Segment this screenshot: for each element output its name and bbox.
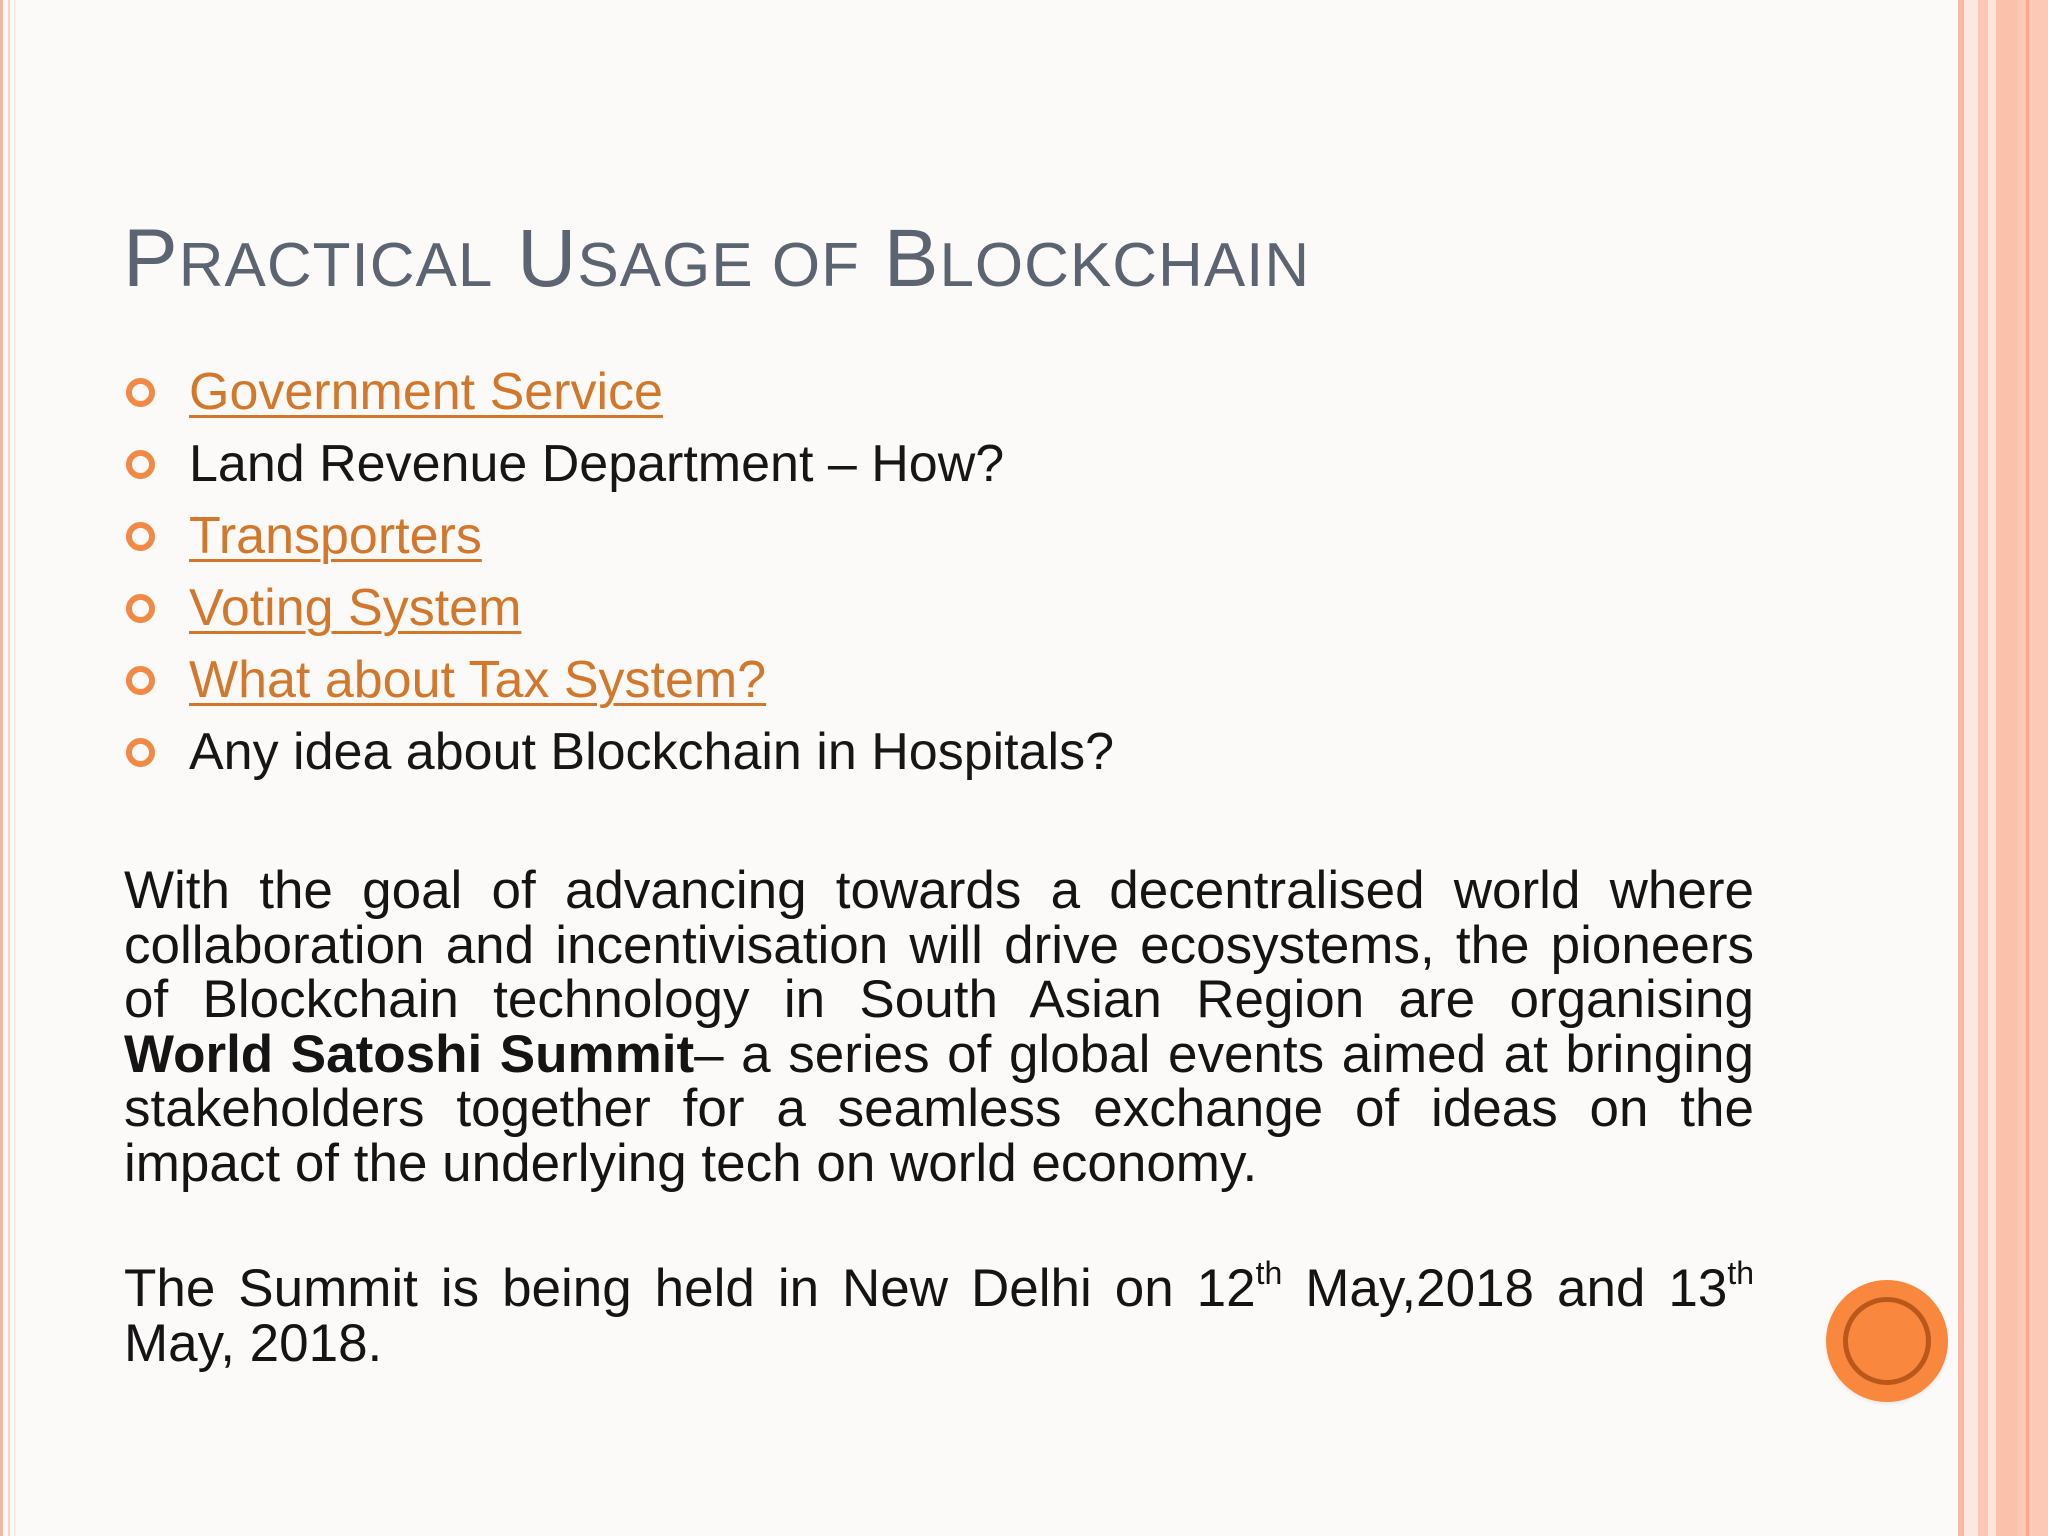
bullet-text: Land Revenue Department – How? [189, 435, 1005, 493]
circle-bullet-icon [126, 378, 155, 407]
link-tax-system[interactable]: What about Tax System? [189, 651, 767, 709]
right-band-stripe [1996, 0, 2018, 1536]
ordinal-suffix: th [1255, 1255, 1283, 1291]
circle-nav-button[interactable] [1826, 1280, 1948, 1402]
circle-bullet-icon [126, 666, 155, 695]
circle-bullet-icon [126, 738, 155, 767]
title-word: RACTICAL [178, 231, 494, 300]
link-transporters[interactable]: Transporters [189, 507, 482, 565]
ring-icon [1843, 1297, 1931, 1385]
paragraph-text: With the goal of advancing towards a decentralised world where collaboration and incentivisation will drive ecosystems, the pioneers of Blockchain technology in South Asian Region are organising [124, 861, 1754, 1029]
right-band-stripe [1964, 0, 1978, 1536]
title-word: SAGE OF [577, 231, 860, 300]
bullet-item [126, 500, 1114, 572]
right-band-stripe [1988, 0, 1996, 1536]
bullet-item [126, 428, 1114, 500]
bullet-text: Any idea about Blockchain in Hospitals? [189, 723, 1115, 781]
circle-bullet-icon [126, 594, 155, 623]
paragraph-text: The Summit is being held in New Delhi on 12 [124, 1259, 1256, 1318]
bullet-item [126, 716, 1114, 788]
paragraph-text: May,2018 and 13 [1282, 1259, 1728, 1318]
bullet-item [126, 644, 1114, 716]
bullet-item [126, 356, 1114, 428]
summit-dates [124, 1255, 1754, 1373]
title-word: LOCKCHAIN [939, 231, 1311, 300]
slide-title [123, 213, 1311, 304]
paragraph-text: – a series of global events aimed at bringing stakeholders together for a seamless exchange of ideas on the impact of the underlying tech on world economy. [124, 1024, 1754, 1193]
paragraph-text: May, 2018. [124, 1313, 383, 1373]
bullet-item [126, 572, 1114, 644]
title-initial: U [517, 213, 578, 304]
right-band-stripe [1978, 0, 1988, 1536]
ordinal-suffix: th [1727, 1255, 1754, 1291]
title-initial: B [883, 213, 940, 304]
left-border-line [0, 0, 3, 1536]
circle-bullet-icon [126, 522, 155, 551]
title-initial: P [123, 213, 179, 304]
right-band-stripe [2026, 0, 2029, 1536]
left-border-line [8, 0, 10, 1536]
summit-name: World Satoshi Summit [124, 1024, 695, 1084]
summit-description [124, 861, 1754, 1193]
right-band-stripe [2018, 0, 2048, 1536]
link-voting-system[interactable]: Voting System [189, 579, 522, 637]
link-government-service[interactable]: Government Service [189, 363, 663, 421]
left-border-line [14, 0, 15, 1536]
bullet-list [126, 356, 1114, 788]
circle-bullet-icon [126, 450, 155, 479]
